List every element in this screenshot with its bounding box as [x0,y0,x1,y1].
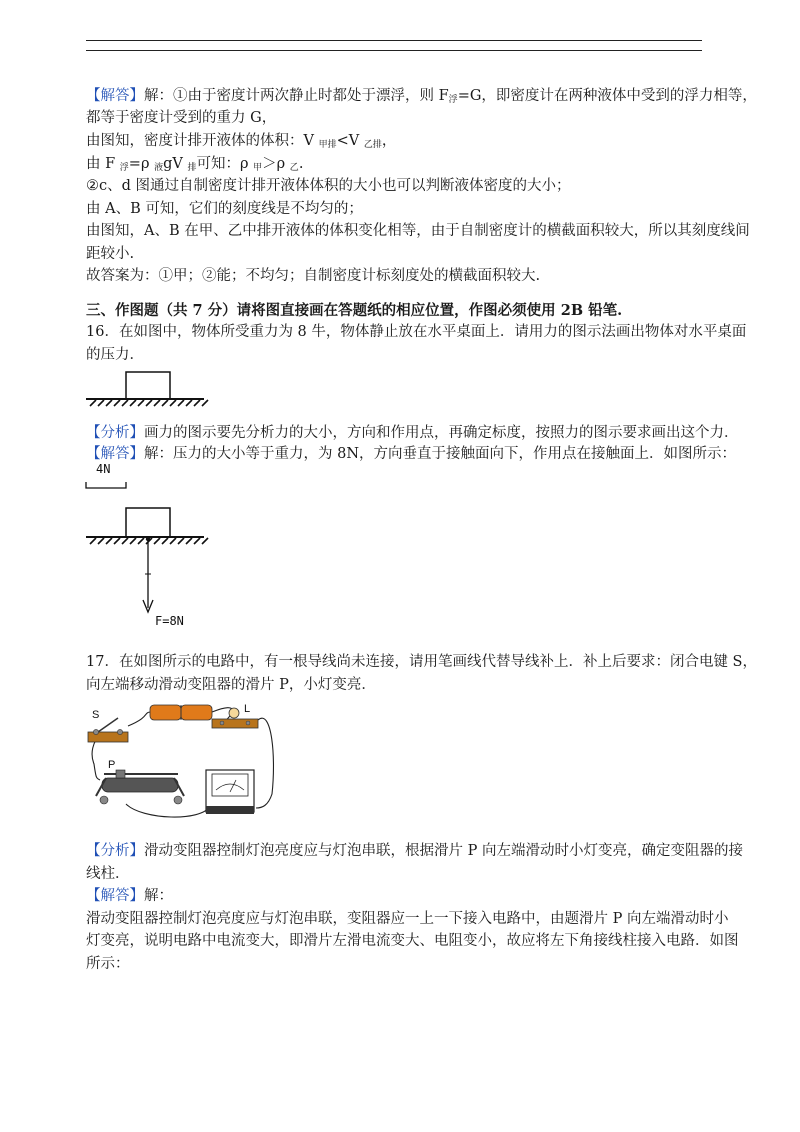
scale-label: 4N [96,462,111,476]
q16-stem-2: 的压力． [86,347,144,363]
analysis-tag: 【分析】 [86,843,144,859]
q17-stem-1: 17．在如图所示的电路中，有一根导线尚未连接，请用笔画线代替导线补上．补上后要求：闭合电键 S， [86,654,757,670]
scale-bar [86,482,126,488]
section-heading: 三、作图题（共 7 分）请将图直接画在答题纸的相应位置，作图必须使用 2B 铅笔. [86,302,623,319]
q17-circuit-figure [82,698,282,824]
lamp-label: L [244,703,251,715]
analysis-tag: 【分析】 [86,425,144,441]
q17-stem-2: 向左端移动滑动变阻器的滑片 P，小灯变亮． [86,677,376,693]
q15-line-3: 由图知，密度计排开液体的体积：V $_{甲排}$<V $_{乙排}$， [86,133,397,150]
slider-label: P [108,759,116,771]
block [126,372,170,399]
header-rule-bottom [86,50,702,51]
lamp-icon [212,703,258,728]
q15-line-8: 距较小. [86,246,135,262]
block [126,508,170,537]
switch-icon [88,709,128,742]
q16-analysis: 【分析】画力的图示要先分析力的大小，方向和作用点，再确定标度，按照力的图示要求画出这个力． [86,425,739,441]
answer-tag: 【解答】 [86,88,144,104]
rheostat-icon [96,759,184,804]
q16-stem-1: 16．在如图中，物体所受重力为 8 牛，物体静止放在水平桌面上．请用力的图示法画出物体对水平桌面 [86,324,747,340]
q15-line-5: ②c、d 图通过自制密度计排开液体体积的大小也可以判断液体密度的大小； [86,178,571,194]
answer-tag: 【解答】 [86,888,144,904]
q17-answer-head: 【解答】解： [86,888,173,904]
q17-answer-3: 所示： [86,956,130,972]
force-label: F=8N [155,614,184,628]
q17-analysis-2: 线柱． [86,866,130,882]
q15-line-2: 都等于密度计受到的重力 G， [86,110,277,126]
q16-figure [80,368,210,410]
header-rule-top [86,40,702,41]
q15-line-7: 由图知，A、B 在甲、乙中排开液体的体积变化相等，由于自制密度计的横截面积较大，所以其刻度线间 [86,223,750,239]
q15-line-4: 由 F $_浮$=ρ $_液$gV $_排$可知：ρ $_甲$＞ρ $_乙$. [86,156,304,173]
q15-line-6: 由 A、B 可知，它们的刻度线是不均匀的； [86,201,363,217]
q15-line-1: 【解答】解：①由于密度计两次静止时都处于漂浮，则 $F_浮=G$，即密度计在两种液体中受到的浮力相等， [86,88,757,105]
switch-label: S [92,709,100,721]
q16-answer: 【解答】解：压力的大小等于重力，为 8N，方向垂直于接触面向下，作用点在接触面上．如图所示： [86,446,737,462]
answer-tag: 【解答】 [86,446,144,462]
q17-answer-1: 滑动变阻器控制灯泡亮度应与灯泡串联，变阻器应一上一下接入电路中，由题滑片 P 向左端滑动时小 [86,911,729,927]
q17-answer-2: 灯变亮，说明电路中电流变大，即滑片左滑电流变大、电阻变小，故应将左下角接线柱接入电路．如图 [86,933,739,949]
q15-line-9: 故答案为：①甲；②能；不均匀；自制密度计标刻度处的横截面积较大. [86,268,541,284]
ground-hatching [90,400,208,406]
q17-analysis-1: 【分析】滑动变阻器控制灯泡亮度应与灯泡串联，根据滑片 P 向左端滑动时小灯变亮，确定变阻器的接 [86,843,743,859]
battery-icon [150,705,212,720]
ammeter-icon [206,770,254,814]
q16-answer-figure [80,458,220,628]
